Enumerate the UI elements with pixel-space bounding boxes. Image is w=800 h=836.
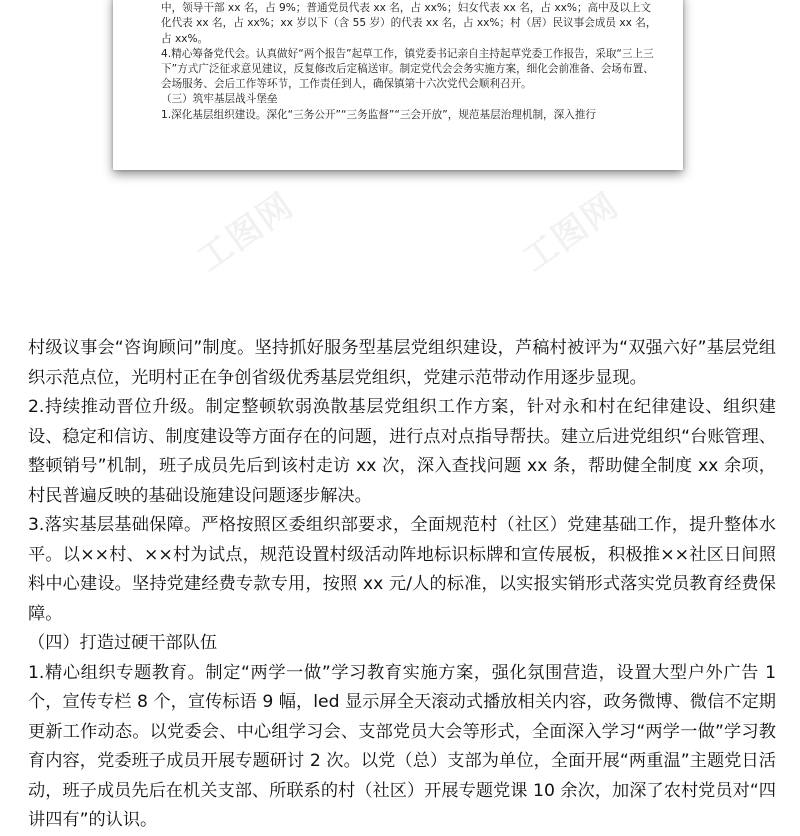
card-paragraph: 1.深化基层组织建设。深化“三务公开”“三务监督”“三会开放”，规范基层治理机制，深入推行	[161, 108, 597, 121]
body-paragraph: 3.落实基层基础保障。严格按照区委组织部要求，全面规范村（社区）党建基础工作，提升整体水平。以××村、××村为试点，规范设置村级活动阵地标识标牌和宣传展板，积极推××社区日间照料中心建设。坚持党建经费专款专用，按照 xx 元/人的标准，以实报实销形式落实党员教育经费保障。	[28, 515, 776, 624]
body-paragraph: 2.持续推动晋位升级。制定整顿软弱涣散基层党组织工作方案，针对永和村在纪律建设、组织建设、稳定和信访、制度建设等方面存在的问题，进行点对点指导帮扶。建立后进党组织“台账管理、整顿销号”机制，班子成员先后到该村走访 xx 次，深入查找问题 xx 条，帮助健全制度 xx 余项，村民普遍反映的基础设施建设问题逐步解决。	[28, 397, 776, 506]
document-preview-card	[113, 0, 683, 170]
body-paragraph: 村级议事会“咨询顾问”制度。坚持抓好服务型基层党组织建设，芦稿村被评为“双强六好”基层党组织示范点位，光明村正在争创省级优秀基层党组织，党建示范带动作用逐步显现。	[28, 338, 776, 388]
card-paragraph: 中，领导干部 xx 名，占 9%；普通党员代表 xx 名，占 xx%；妇女代表 xx 名，占 xx%；高中及以上文化代表 xx 名，占 xx%；xx 岁以下（含 55 岁）的代表 xx 名，占 xx%；村（居）民议事会成员 xx 名，占 xx%。	[161, 2, 657, 45]
watermark: 工图网	[515, 185, 627, 280]
document-body	[28, 334, 776, 836]
watermark: 工图网	[190, 185, 302, 280]
body-paragraph: 1.精心组织专题教育。制定“两学一做”学习教育实施方案，强化氛围营造，设置大型户外广告 1 个，宣传专栏 8 个，宣传标语 9 幅，led 显示屏全天滚动式播放相关内容，政务微博、微信不定期更新工作动态。以党委会、中心组学习会、支部党员大会等形式，全面深入学习“两学一做”学习教育内容，党委班子成员开展专题研讨 2 次。以党（总）支部为单位，全面开展“两重温”主题党日活动，班子成员先后在机关支部、所联系的村（社区）开展专题党课 10 余次，加深了农村党员对“四讲四有”的认识。	[28, 662, 776, 830]
card-paragraph: 4.精心筹备党代会。认真做好“两个报告”起草工作，镇党委书记亲自主持起草党委工作报告，采取“三上三下”方式广泛征求意见建议，反复修改后定稿送审。制定党代会会务实施方案，细化会前准备、会场布置、会场服务、会后工作等环节，工作责任到人，确保镇第十六次党代会顺利召开。	[161, 47, 654, 91]
preview-area	[0, 0, 800, 300]
card-paragraph: （三）筑牢基层战斗堡垒	[161, 93, 278, 106]
section-heading: （四）打造过硬干部队伍	[28, 633, 218, 653]
